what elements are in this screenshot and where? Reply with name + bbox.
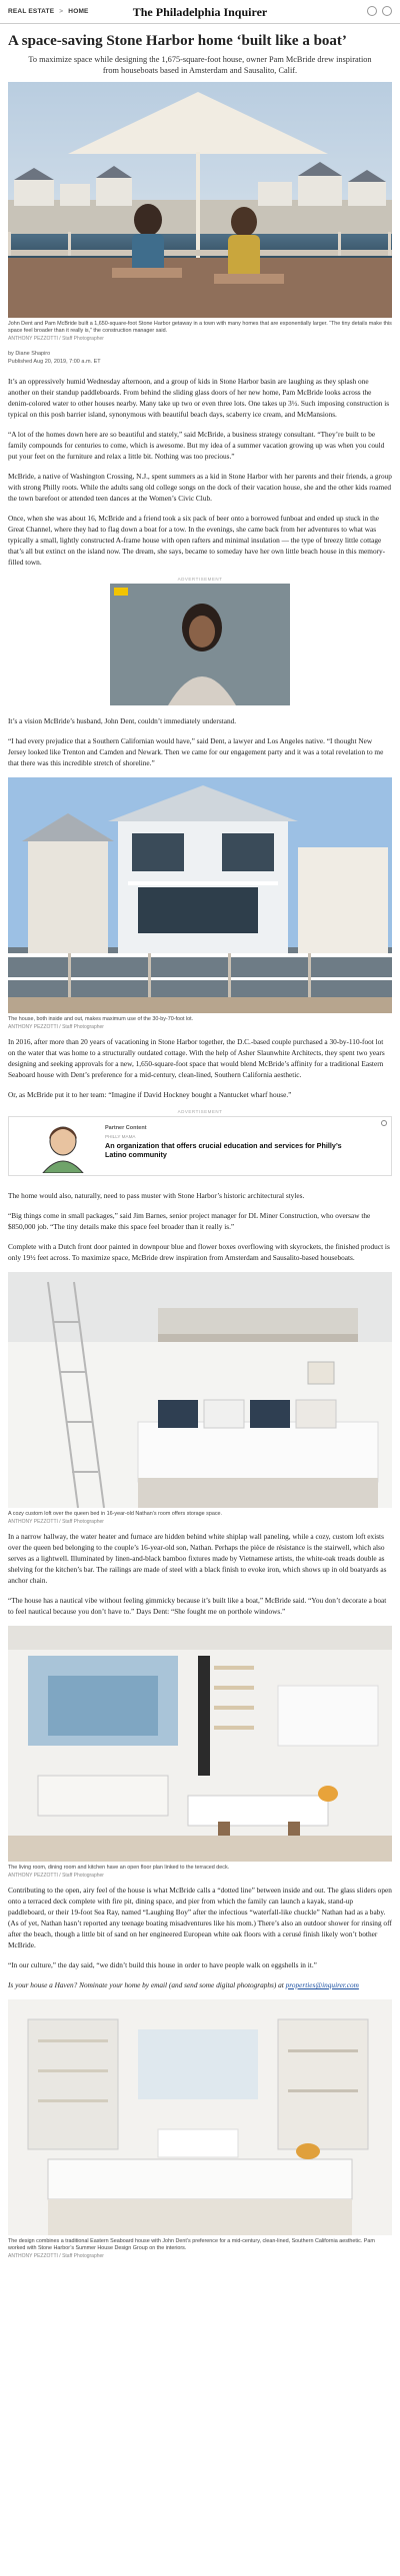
advertisement-label: ADVERTISEMENT xyxy=(177,1109,223,1114)
partner-illustration-icon xyxy=(35,1119,91,1173)
kitchen-photo[interactable] xyxy=(8,1999,392,2235)
body-paragraph: McBride, a native of Washington Crossing, N.J., spent summers as a kid in Stone Harbor with her parents and their friends, a group with strong Philly roots. While the adults sang old college songs on the dock of their vacation house, she and the other kids roamed the town barefoot or attended teen dances at the Women’s Civic Club. xyxy=(8,472,392,503)
facebook-share-icon[interactable] xyxy=(367,6,377,16)
breadcrumb-section-link[interactable]: REAL ESTATE xyxy=(8,8,55,15)
body-paragraph: “The house has a nautical vibe without feeling gimmicky because it’s built like a boat,” McBride said. “You don’t decorate a boat to feel nautical because you don’t have to.” Days Dent: “She fought me on porthole windows.” xyxy=(8,1596,387,1616)
body-paragraph: In a narrow hallway, the water heater and furnace are hidden behind white shiplap wall paneling, while a cozy, custom loft exists over the queen bed belonging to the couple’s 16-year-old son, Nathan. Perhaps the pièce de résistance is the stairwell, which also serves as a lightwell. Illuminated by linen-and-black bamboo fixtures made by Vietnamese artists, the white-oak treads double as shelving for the kitchen’s bar. The railings are made of steel with a black finish to evoke iron, which shows up in old boatyards as anchor chain. xyxy=(8,1532,387,1585)
nominate-cta xyxy=(8,1979,392,1990)
house-exterior-credit: ANTHONY PEZZOTTI / Staff Photographer xyxy=(8,1024,104,1030)
body-paragraph: It’s a vision McBride’s husband, John Dent, couldn’t immediately understand. xyxy=(8,716,237,725)
byline xyxy=(8,350,392,366)
house-exterior-photo[interactable] xyxy=(8,777,392,1013)
house-exterior-caption: The house, both inside and out, makes maximum use of the 30-by-70-foot lot. xyxy=(8,1016,194,1022)
body-paragraph: Contributing to the open, airy feel of the house is what McBride calls a “dotted line” between inside and out. The glass sliders open onto a terraced deck complete with fire pit, dining space, and pier from which the family can launch a kayak, stand-up paddleboard, or their 19-foot Sea Ray, named “Laughing Boy” after the infectious “waterfall-like chuckle” Nathan had as a baby. (As of yet, Nathan hasn’t reported any teenage boating misadventures like his mom.) There’s also an outdoor shower for rinsing off after the beach, though a little bit of sand on her engineered European white oak floors with a cerusé finish likely won’t bother McBride. xyxy=(8,1886,392,1949)
body-paragraph: It’s an oppressively humid Wednesday afternoon, and a group of kids in Stone Harbor basin are laughing as they splash one another on their standup paddleboards. From behind the sliding glass doors of her new home, Pam McBride looks across the denim-colored water to other houses nearby. Many take up two or even three lots. One takes up 3½. Such imposing construction is typical on this posh barrier island, synonymous with beautiful beach days, scaberry ice cream, and McMansions. xyxy=(8,377,390,419)
hero-photo-caption: John Dent and Pam McBride built a 1,650-square-foot Stone Harbor getaway in a town with many homes that are exponentially larger. “The tiny details make this space feel broader than it really is,” the construction manager said. xyxy=(8,321,392,334)
nominate-email-link[interactable]: properties@inquirer.com xyxy=(285,1980,359,1989)
nominate-cta-text: Is your house a Haven? Nominate your home by email (and send some digital photographs) at xyxy=(8,1980,284,1989)
living-room-caption: The living room, dining room and kitchen have an open floor plan linked to the terraced deck. xyxy=(8,1865,230,1871)
kitchen-credit: ANTHONY PEZZOTTI / Staff Photographer xyxy=(8,2253,104,2259)
breadcrumb-page-link[interactable]: HOME xyxy=(68,8,89,15)
body-paragraph: “In our culture,” the day said, “we didn’t build this house in order to have people walk on eggshells in it.” xyxy=(8,1960,317,1969)
body-paragraph: “Big things come in small packages,” said Jim Barnes, senior project manager for DL Miner Construction, who oversaw the $850,000 job. “The tiny details make this space feel broader than it really is.” xyxy=(8,1211,371,1231)
breadcrumb-separator: > xyxy=(59,8,64,15)
living-room-image xyxy=(8,1626,392,1862)
twitter-share-icon[interactable] xyxy=(382,6,392,16)
partner-content-card[interactable] xyxy=(8,1116,392,1176)
body-paragraph: “I had every prejudice that a Southern Californian would have,” said Dent, a lawyer and Los Angeles native. “I thought New Jersey looked like Trenton and Camden and Newark. Then we came for our engagement party and it was a total revelation to me that there was this incredible stretch of shoreline.” xyxy=(8,736,384,767)
advertisement-label: ADVERTISEMENT xyxy=(177,577,223,582)
partner-headline[interactable]: An organization that offers crucial education and services for Philly’s Latino community xyxy=(105,1141,342,1159)
house-exterior-image xyxy=(8,777,392,1013)
bedroom-loft-credit: ANTHONY PEZZOTTI / Staff Photographer xyxy=(8,1519,104,1525)
body-paragraph: Or, as McBride put it to her team: “Imagine if David Hockney bought a Nantucket wharf house.” xyxy=(8,1090,292,1099)
living-room-photo[interactable] xyxy=(8,1626,392,1862)
body-paragraph: “A lot of the homes down here are so beautiful and stately,” said McBride, a business strategy consultant. “They’re built to be family compounds for centuries to come, which is awesome. But my idea of a summer vacation growing up was when you could put your feet on the furniture and relax a little bit. Nothing was too precious.” xyxy=(8,430,385,461)
top-nav-bar xyxy=(0,0,400,24)
headline: A space-saving Stone Harbor home ‘built like a boat’ xyxy=(8,33,347,49)
ad-info-icon[interactable] xyxy=(381,1120,387,1126)
kitchen-caption: The design combines a traditional Eastern Seaboard house with John Dent’s preference for a mid-century, clean-lined, Southern California aesthetic. Pam worked with Stone Harbor’s Summer House Design Group on the interiors. xyxy=(8,2238,375,2251)
publish-date: Published Aug 20, 2019, 7:00 a.m. ET xyxy=(8,359,101,365)
dek: To maximize space while designing the 1,675-square-foot house, owner Pam McBride drew inspiration from houseboats based in Amsterdam and Sausalito, Calif. xyxy=(28,55,372,75)
author-name[interactable]: by Diane Shapiro xyxy=(8,351,51,357)
living-room-credit: ANTHONY PEZZOTTI / Staff Photographer xyxy=(8,1873,104,1879)
video-ad-image xyxy=(110,584,290,705)
body-paragraph: Once, when she was about 16, McBride and a friend took a six pack of beer onto a borrowed funboat and ended up stuck in the Great Channel, where they had to flag down a boat for a tow. In the evenings, she came back from her adventures to what was typically a small, lightly constructed A-frame house with open rafters and minimal insulation — the type of breezy little cottage that’s all but extinct on the island now. The dream, she says, became to someday have her own little beach house in this memory-filled town. xyxy=(8,514,386,567)
partner-org: PHILLY MAMA xyxy=(105,1134,136,1139)
share-icons xyxy=(367,6,392,16)
bedroom-loft-image xyxy=(8,1272,392,1508)
hero-photo-credit: ANTHONY PEZZOTTI / Staff Photographer xyxy=(8,336,104,342)
body-paragraph: Complete with a Dutch front door painted in downpour blue and flower boxes overflowing with skyrockets, the finished product is only 19½ feet across. To maximize space, McBride drew inspiration from Amsterdam and Sausalito-based houseboats. xyxy=(8,1242,390,1262)
site-logo[interactable]: The Philadelphia Inquirer xyxy=(132,5,268,19)
breadcrumb xyxy=(8,8,89,15)
partner-content-label: Partner Content xyxy=(105,1125,147,1131)
hero-photo-image xyxy=(8,82,392,318)
body-paragraph: In 2016, after more than 20 years of vacationing in Stone Harbor together, the D.C.-based couple purchased a 30-by-110-foot lot on the water that was home to a structurally outdated cottage. With the help of Asher Slaunwhite Architects, they spent two years designing and seeking approvals for a new, 1,650-square-foot space that would blend McBride’s affinity for a traditional Eastern Seaboard house with Dent’s preference for a mid-century, clean-lined, Southern California aesthetic. xyxy=(8,1037,385,1079)
bedroom-loft-caption: A cozy custom loft over the queen bed in 16-year-old Nathan’s room offers storage space. xyxy=(8,1511,223,1517)
hero-photo[interactable] xyxy=(8,82,392,318)
bedroom-loft-photo[interactable] xyxy=(8,1272,392,1508)
ad-badge-icon xyxy=(114,588,128,596)
video-ad[interactable] xyxy=(110,584,290,705)
kitchen-image xyxy=(8,1999,392,2235)
body-paragraph: The home would also, naturally, need to pass muster with Stone Harbor’s historic architectural styles. xyxy=(8,1191,305,1200)
